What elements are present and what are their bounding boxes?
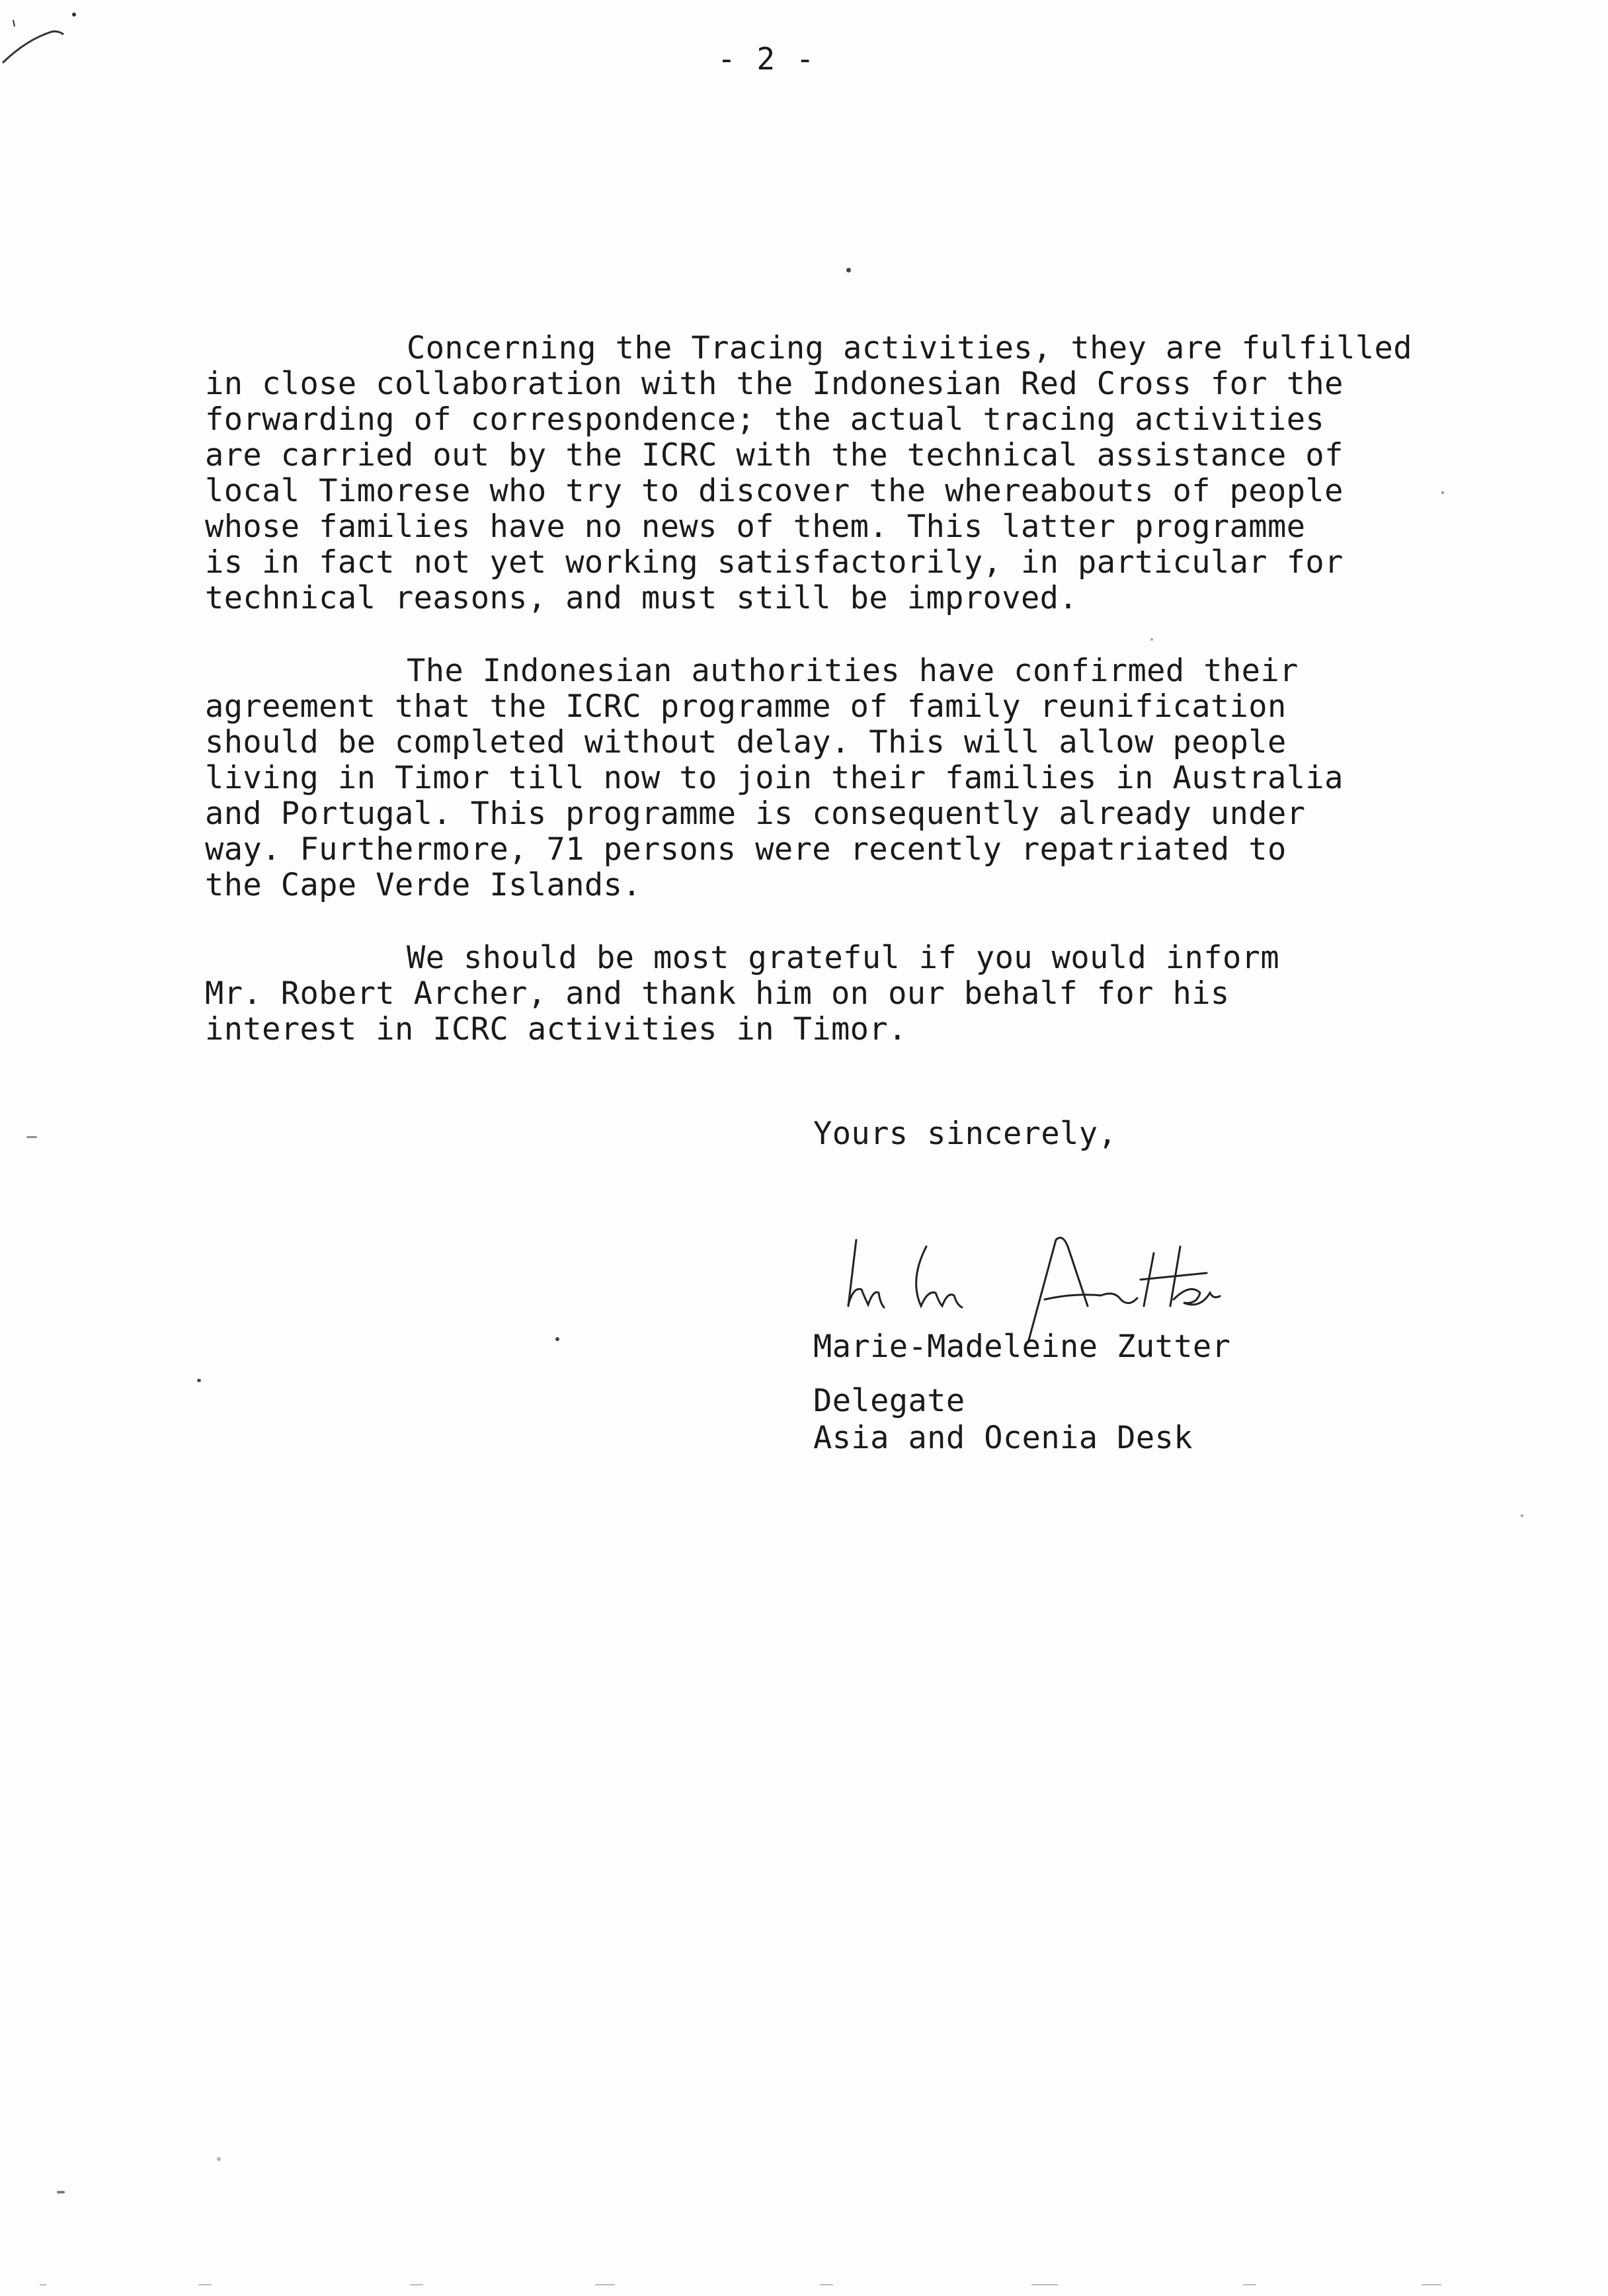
text-line: in close collaboration with the Indonesian Red Cross for the: [205, 366, 1344, 402]
scan-speck: [1441, 491, 1444, 494]
text-line: local Timorese who try to discover the whereabouts of people: [205, 473, 1344, 509]
signatory-name: Marie-Madeleine Zutter: [813, 1329, 1231, 1365]
scan-speck: [846, 268, 851, 272]
text-line: are carried out by the ICRC with the technical assistance of: [205, 437, 1344, 473]
text-line: is in fact not yet working satisfactorily, in particular for: [205, 544, 1344, 581]
scan-edge-noise: [0, 2278, 1608, 2291]
scan-speck: [555, 1337, 559, 1341]
text-line: We should be most grateful if you would inform: [407, 940, 1280, 976]
scan-speck: [1150, 638, 1153, 641]
scan-speck: [26, 1136, 37, 1138]
text-line: should be completed without delay. This will allow people: [205, 724, 1287, 760]
signatory-title: Delegate: [813, 1383, 965, 1419]
handwritten-signature: [810, 1227, 1233, 1346]
signatory-department: Asia and Ocenia Desk: [813, 1420, 1193, 1456]
text-line: Concerning the Tracing activities, they are fulfilled: [407, 330, 1412, 366]
text-line: living in Timor till now to join their families in Australia: [205, 760, 1344, 796]
text-line: technical reasons, and must still be improved.: [205, 580, 1078, 616]
text-line: interest in ICRC activities in Timor.: [205, 1011, 907, 1047]
scan-speck: [197, 1379, 201, 1382]
scan-speck: [1521, 1514, 1523, 1517]
text-line: The Indonesian authorities have confirmed their: [407, 653, 1299, 689]
corner-pen-mark: [0, 0, 93, 79]
text-line: whose families have no news of them. This latter programme: [205, 509, 1306, 545]
text-line: way. Furthermore, 71 persons were recently repatriated to: [205, 831, 1287, 868]
page-number: - 2 -: [717, 41, 816, 77]
text-line: Mr. Robert Archer, and thank him on our behalf for his: [205, 975, 1230, 1012]
text-line: agreement that the ICRC programme of family reunification: [205, 688, 1287, 725]
text-line: forwarding of correspondence; the actual tracing activities: [205, 401, 1325, 438]
text-line: and Portugal. This programme is consequently already under: [205, 796, 1306, 832]
scan-speck: [57, 2191, 65, 2194]
scan-speck: [217, 2157, 221, 2161]
text-line: the Cape Verde Islands.: [205, 867, 642, 903]
closing-salutation: Yours sincerely,: [813, 1116, 1117, 1152]
